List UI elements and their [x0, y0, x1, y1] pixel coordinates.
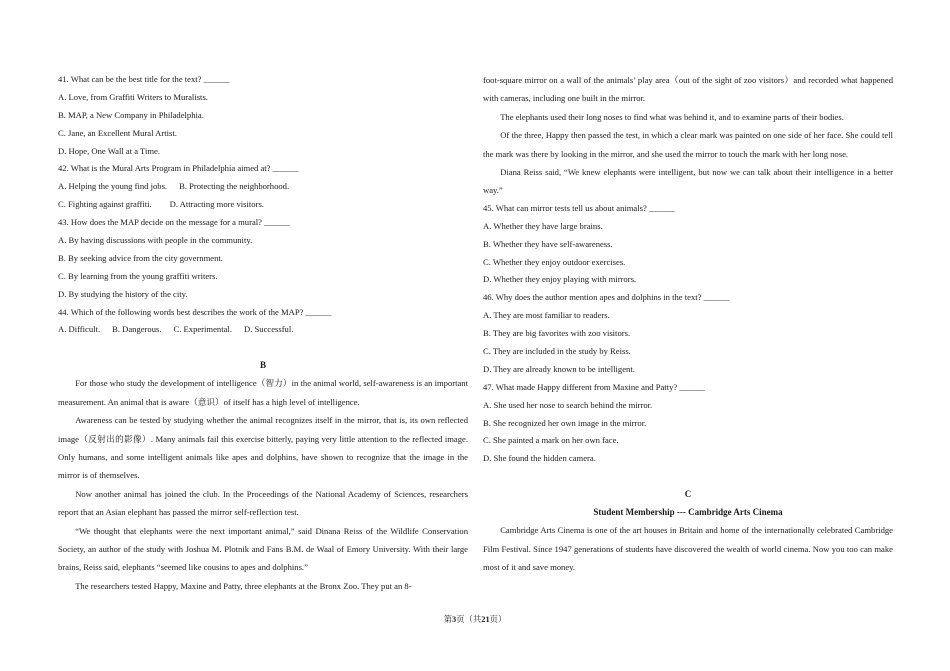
q41-option-b: B. MAP, a New Company in Philadelphia. — [58, 109, 204, 120]
section-b-paragraph-4: “We thought that elephants were the next important animal,” said Dinana Reiss of the Wildlife Conservation Society, an author of the study with Joshua M. Plotnik and Fans B.M. de Waal of Emory University. With their large brains, Reiss said, elephants “seemed like cousins to apes and dolphins.” — [58, 525, 468, 573]
q47-option-a: A. She used her nose to search behind the mirror. — [483, 399, 653, 410]
section-b-paragraph-5: The researchers tested Happy, Maxine and Patty, three elephants at the Bronx Zoo. They put an 8- — [75, 580, 412, 591]
q43-option-a: A. By having discussions with people in the community. — [58, 235, 253, 246]
q46-option-a: A. They are most familiar to readers. — [483, 310, 610, 321]
q45-option-d: D. Whether they enjoy playing with mirrors. — [483, 274, 637, 285]
current-page-number: 3 — [451, 615, 457, 624]
spacer — [483, 468, 893, 485]
q42-option-a: A. Helping the young find jobs. — [58, 181, 168, 192]
q42-option-b: B. Protecting the neighborhood. — [179, 181, 290, 192]
q46-option-c: C. They are included in the study by Reiss. — [483, 345, 631, 356]
q47-option-c: C. She painted a mark on her own face. — [483, 435, 619, 446]
q46-option-b: B. They are big favorites with zoo visitors. — [483, 328, 631, 339]
section-b-paragraph-7: Of the three, Happy then passed the test, in which a clear mark was painted on one side of her face. She could tell the mark was there by looking in the mirror, and she used the mirror to touch the mark with her long nose. — [483, 130, 893, 159]
q45-option-c: C. Whether they enjoy outdoor exercises. — [483, 256, 626, 267]
question-42: 42. What is the Mural Arts Program in Philadelphia aimed at? ______ — [58, 163, 299, 174]
section-c-paragraph: Cambridge Arts Cinema is one of the art houses in Britain and home of the internationally celebrated Cambridge Film Festival. Since 1947 generations of students have discovered the wealth of world cinema. Now you too can make most of it and save money. — [483, 525, 893, 573]
q42-option-d: D. Attracting more visitors. — [169, 199, 264, 210]
question-45: 45. What can mirror tests tell us about animals? ______ — [483, 202, 675, 213]
section-b-paragraph-2: Awareness can be tested by studying whether the animal recognizes itself in the mirror, that is, its own reflected image（反射出的影像）. Many animals fail this exercise bitterly, paying very little attention to the reflected image. Only humans, and some intelligent animals like apes and dolphins, have shown to recognize that the image in the mirror is of themselves. — [58, 415, 468, 481]
right-column — [483, 71, 893, 576]
question-44: 44. Which of the following words best describes the work of the MAP? ______ — [58, 306, 332, 317]
q42-option-c: C. Fighting against graffiti. — [58, 199, 152, 210]
section-b-paragraph-6: The elephants used their long noses to find what was behind it, and to examine parts of their bodies. — [500, 111, 844, 122]
q47-option-b: B. She recognized her own image in the mirror. — [483, 417, 647, 428]
question-47: 47. What made Happy different from Maxine and Patty? ______ — [483, 381, 706, 392]
q42-options-row-1 — [58, 178, 468, 196]
q45-option-b: B. Whether they have self-awareness. — [483, 238, 613, 249]
q41-option-a: A. Love, from Graffiti Writers to Muralists. — [58, 91, 208, 102]
question-46: 46. Why does the author mention apes and dolphins in the text? ______ — [483, 292, 730, 303]
section-c-title: Student Membership --- Cambridge Arts Cinema — [593, 507, 783, 518]
q46-option-d: D. They are already known to be intelligent. — [483, 363, 635, 374]
page-footer — [0, 613, 950, 625]
q43-option-c: C. By learning from the young graffiti writers. — [58, 270, 218, 281]
section-b-paragraph-1: For those who study the development of intelligence（智力）in the animal world, self-awareness is an important measurement. An animal that is aware（意识）of itself has a high level of intelligence. — [58, 378, 468, 407]
section-b-paragraph-8: Diana Reiss said, “We knew elephants were intelligent, but now we can talk about their intelligence in a better way.” — [483, 167, 893, 196]
q43-option-d: D. By studying the history of the city. — [58, 288, 188, 299]
left-column — [58, 71, 468, 595]
q44-option-d: D. Successful. — [243, 324, 294, 335]
q44-option-a: A. Difficult. — [58, 324, 101, 335]
q44-options-row — [58, 321, 468, 339]
q41-option-d: D. Hope, One Wall at a Time. — [58, 145, 161, 156]
question-41: 41. What can be the best title for the text? ______ — [58, 74, 230, 84]
q47-option-d: D. She found the hidden camera. — [483, 453, 596, 464]
q41-option-c: C. Jane, an Excellent Mural Artist. — [58, 127, 177, 138]
q45-option-a: A. Whether they have large brains. — [483, 220, 603, 231]
q42-options-row-2 — [58, 196, 468, 214]
footer-suffix: 页） — [489, 615, 507, 624]
footer-middle: 页（共 — [456, 615, 482, 624]
total-page-number: 21 — [481, 615, 490, 624]
section-b-paragraph-3: Now another animal has joined the club. In the Proceedings of the National Academy of Sciences, researchers report that an Asian elephant has passed the mirror self-reflection test. — [58, 488, 468, 518]
section-b-continued-paragraph: foot-square mirror on a wall of the animals’ play area（out of the sight of zoo visitors）and recorded what happened with cameras, including one built in the mirror. — [483, 75, 893, 104]
spacer — [58, 339, 468, 356]
q44-option-b: B. Dangerous. — [112, 324, 162, 335]
question-43: 43. How does the MAP decide on the message for a mural? ______ — [58, 217, 290, 228]
section-c-heading: C — [684, 489, 692, 500]
q43-option-b: B. By seeking advice from the city government. — [58, 252, 223, 263]
q44-option-c: C. Experimental. — [173, 324, 232, 335]
section-b-heading: B — [259, 360, 266, 371]
footer-prefix: 第 — [443, 615, 452, 624]
